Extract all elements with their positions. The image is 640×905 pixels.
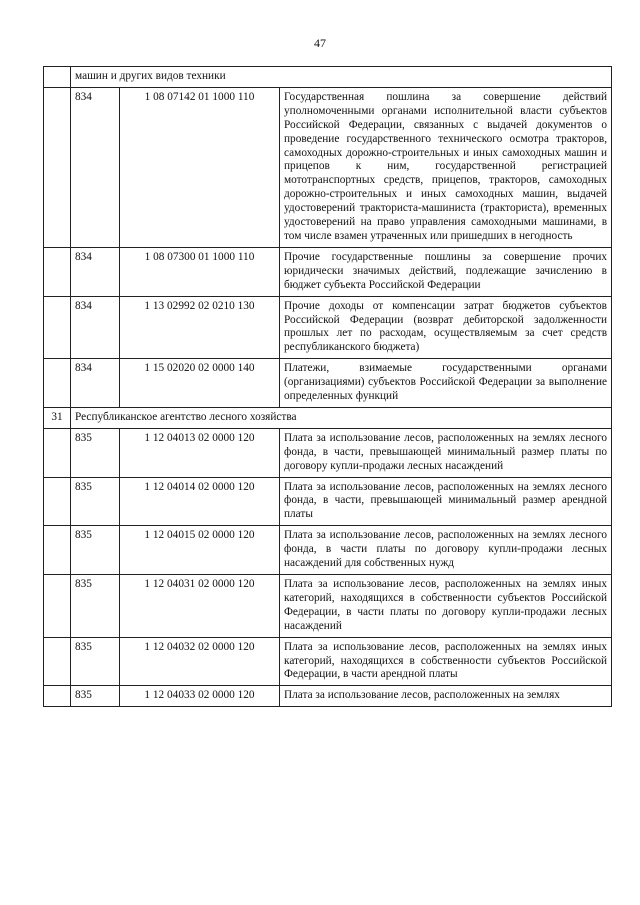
row-number-cell (44, 428, 71, 477)
description-cell: Плата за использование лесов, расположенных на землях иных категорий, находящихся в собственности субъектов Российской Федерации, в части арендной платы (280, 637, 612, 686)
admin-code-cell: 835 (71, 686, 120, 707)
admin-code-cell: 834 (71, 296, 120, 359)
table-row (44, 637, 612, 686)
row-number-cell (44, 477, 71, 526)
description-cell: Плата за использование лесов, расположенных на землях лесного фонда, в части, превышающей минимальный размер арендной платы (280, 477, 612, 526)
table-row (44, 526, 612, 575)
description-cell: Прочие доходы от компенсации затрат бюджетов субъектов Российской Федерации (возврат дебиторской задолженности прошлых лет по расходам, осуществляемым за счет средств республиканского бюджета) (280, 296, 612, 359)
table-row (44, 477, 612, 526)
table-row (44, 575, 612, 638)
budget-code-cell: 1 12 04013 02 0000 120 (120, 428, 280, 477)
description-cell: Государственная пошлина за совершение действий уполномоченными органами исполнительной власти субъектов Российской Федерации, связанных с выдачей документов о проведение государственного технического осмотра тракторов, самоходных дорожно-строительных и иных самоходных машин и прицепов к ним, государственной регистрацией мототранспортных средств, прицепов, тракторов, самоходных дорожно-строительных и иных самоходных машин, выдачей удостоверений тракториста-машиниста (тракториста), временных удостоверений на право управления самоходными машинами, в том числе взамен утраченных или пришедших в негодность (280, 87, 612, 247)
admin-code-cell: 835 (71, 637, 120, 686)
description-cell: Платежи, взимаемые государственными органами (организациями) субъектов Российской Федерации за выполнение определенных функций (280, 359, 612, 408)
admin-code-cell: 834 (71, 87, 120, 247)
table-row (44, 296, 612, 359)
budget-code-cell: 1 12 04032 02 0000 120 (120, 637, 280, 686)
section-title: Республиканское агентство лесного хозяйства (71, 407, 612, 428)
row-number-cell (44, 359, 71, 408)
table-row (44, 87, 612, 247)
row-number-cell (44, 637, 71, 686)
admin-code-cell: 835 (71, 477, 120, 526)
page-number: 47 (314, 36, 326, 50)
budget-code-cell: 1 12 04031 02 0000 120 (120, 575, 280, 638)
row-number-cell (44, 87, 71, 247)
row-number-cell (44, 686, 71, 707)
continuation-text: машин и других видов техники (71, 67, 612, 88)
table-row (44, 686, 612, 707)
budget-code-cell: 1 12 04033 02 0000 120 (120, 686, 280, 707)
budget-code-cell: 1 12 04014 02 0000 120 (120, 477, 280, 526)
admin-code-cell: 835 (71, 526, 120, 575)
budget-code-cell: 1 13 02992 02 0210 130 (120, 296, 280, 359)
table-row (44, 428, 612, 477)
description-cell: Прочие государственные пошлины за совершение прочих юридически значимых действий, подлежащие зачислению в бюджет субъекта Российской Федерации (280, 247, 612, 296)
section-number: 31 (44, 407, 71, 428)
description-cell: Плата за использование лесов, расположенных на землях иных категорий, находящихся в собственности субъектов Российской Федерации, в части платы по договору купли-продажи лесных насаждений (280, 575, 612, 638)
budget-code-cell: 1 12 04015 02 0000 120 (120, 526, 280, 575)
table-row (44, 247, 612, 296)
admin-code-cell: 834 (71, 247, 120, 296)
section-header-row (44, 407, 612, 428)
admin-code-cell: 835 (71, 575, 120, 638)
description-cell: Плата за использование лесов, расположенных на землях (280, 686, 612, 707)
description-cell: Плата за использование лесов, расположенных на землях лесного фонда, в части, превышающей минимальный размер платы по договору купли-продажи лесных насаждений (280, 428, 612, 477)
row-number-cell (44, 575, 71, 638)
row-number-cell (44, 247, 71, 296)
admin-code-cell: 834 (71, 359, 120, 408)
table-row (44, 359, 612, 408)
budget-code-cell: 1 15 02020 02 0000 140 (120, 359, 280, 408)
admin-code-cell: 835 (71, 428, 120, 477)
budget-code-cell: 1 08 07300 01 1000 110 (120, 247, 280, 296)
row-number-cell (44, 67, 71, 88)
revenue-codes-table (43, 66, 612, 707)
budget-code-cell: 1 08 07142 01 1000 110 (120, 87, 280, 247)
continuation-row (44, 67, 612, 88)
row-number-cell (44, 526, 71, 575)
description-cell: Плата за использование лесов, расположенных на землях лесного фонда, в части платы по договору купли-продажи лесных насаждений для собственных нужд (280, 526, 612, 575)
row-number-cell (44, 296, 71, 359)
